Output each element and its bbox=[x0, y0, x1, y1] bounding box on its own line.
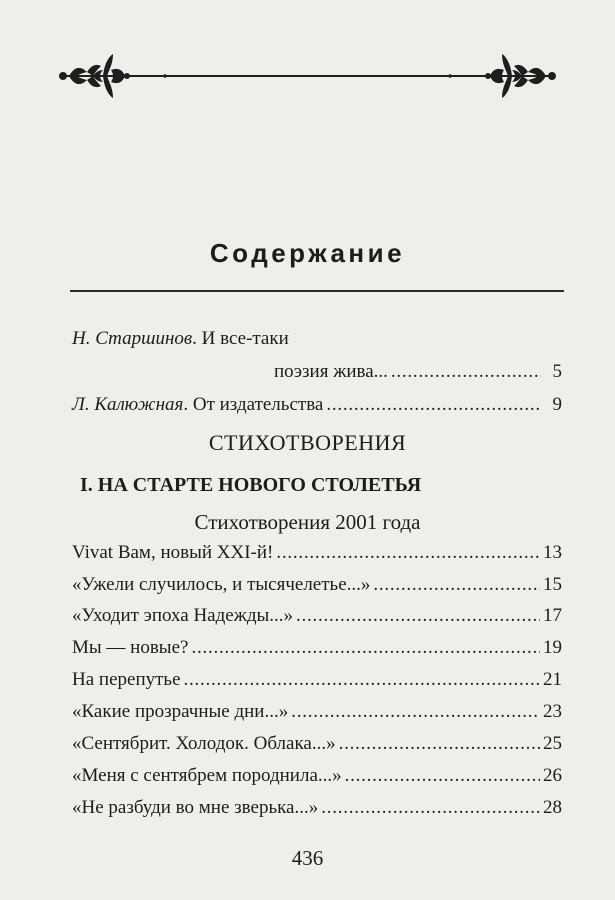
toc-entry bbox=[72, 540, 562, 566]
leader-dots bbox=[326, 392, 541, 418]
toc-title: . И все-таки bbox=[192, 328, 289, 349]
leader-dots bbox=[184, 667, 540, 693]
toc-page: 28 bbox=[543, 797, 562, 818]
toc-title: . От издательства bbox=[183, 394, 324, 415]
toc-entry bbox=[72, 572, 562, 598]
toc-page: 19 bbox=[543, 637, 562, 658]
toc-entry bbox=[72, 359, 562, 385]
toc-entry bbox=[72, 731, 562, 757]
toc-author: Л. Калюжная bbox=[72, 394, 184, 415]
toc-author: Н. Старшинов bbox=[72, 328, 193, 349]
toc-page: 25 bbox=[543, 733, 562, 754]
toc-entry bbox=[72, 667, 562, 693]
toc-title: «Какие прозрачные дни...» bbox=[72, 701, 289, 722]
leader-dots bbox=[296, 603, 540, 629]
toc-title: «Сентябрит. Холодок. Облака...» bbox=[72, 733, 336, 754]
leader-dots bbox=[345, 763, 540, 789]
toc-title: Мы — новые? bbox=[72, 637, 189, 658]
toc-title: «Меня с сентябрем породнила...» bbox=[72, 765, 342, 786]
toc-page: 17 bbox=[543, 605, 562, 626]
leader-dots bbox=[391, 359, 541, 385]
toc-page: 21 bbox=[543, 669, 562, 690]
toc-page: 26 bbox=[543, 765, 562, 786]
toc-page: 23 bbox=[543, 701, 562, 722]
leader-dots bbox=[373, 572, 540, 598]
toc-entry bbox=[72, 603, 562, 629]
toc-page: 13 bbox=[543, 542, 562, 563]
leader-dots bbox=[276, 540, 540, 566]
toc-entry bbox=[72, 326, 562, 352]
toc-entry bbox=[72, 635, 562, 661]
page-number: 436 bbox=[291, 846, 324, 870]
toc-title: «Уходит эпоха Надежды...» bbox=[72, 605, 294, 626]
leader-dots bbox=[291, 699, 540, 725]
decorative-ornament-band bbox=[55, 50, 560, 102]
toc-title: Vivat Вам, новый XXI-й! bbox=[72, 542, 274, 563]
section-heading: СТИХОТВОРЕНИЯ bbox=[208, 430, 407, 455]
toc-page: 15 bbox=[543, 574, 562, 595]
toc-entry bbox=[72, 392, 562, 418]
toc-title: поэзия жива... bbox=[274, 361, 388, 382]
toc-title: На перепутье bbox=[72, 669, 181, 690]
toc-page: 5 bbox=[552, 361, 562, 382]
toc-page: 9 bbox=[552, 394, 562, 415]
toc-title: «Не разбуди во мне зверька...» bbox=[72, 797, 319, 818]
toc-entry bbox=[72, 795, 562, 821]
leader-dots bbox=[339, 731, 540, 757]
title-underline bbox=[70, 290, 564, 292]
leader-dots bbox=[321, 795, 540, 821]
part-heading: I. НА СТАРТЕ НОВОГО СТОЛЕТЬЯ bbox=[80, 474, 422, 496]
page-title: Содержание bbox=[209, 238, 406, 268]
subsection-heading: Стихотворения 2001 года bbox=[194, 510, 421, 534]
toc-title: «Ужели случилось, и тысячелетье...» bbox=[72, 574, 371, 595]
leader-dots bbox=[191, 635, 540, 661]
toc-entry bbox=[72, 699, 562, 725]
toc-entry bbox=[72, 763, 562, 789]
